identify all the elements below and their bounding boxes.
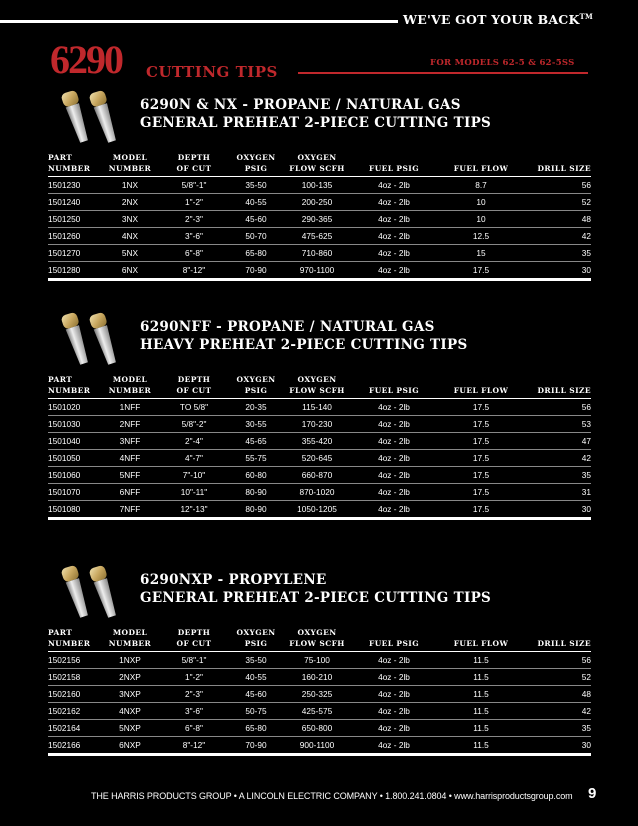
table-cell: 5/8"-1": [162, 652, 226, 669]
table-cell: 4oz - 2lb: [348, 245, 440, 262]
table-row: [48, 399, 591, 416]
table-cell: 1502166: [48, 737, 98, 755]
table-cell: 200-250: [286, 194, 348, 211]
table-cell: 4oz - 2lb: [348, 467, 440, 484]
table-cell: 17.5: [440, 433, 522, 450]
table-cell: 1050-1205: [286, 501, 348, 519]
table-cell: 1502156: [48, 652, 98, 669]
table-cell: 1502162: [48, 703, 98, 720]
header-rule: [0, 20, 398, 23]
table-cell: 4oz - 2lb: [348, 399, 440, 416]
table-cell: 56: [522, 399, 591, 416]
table-cell: 6"-8": [162, 720, 226, 737]
table-cell: 30: [522, 262, 591, 280]
table-cell: 1501250: [48, 211, 98, 228]
table-cell: 1"-2": [162, 194, 226, 211]
table-row: [48, 416, 591, 433]
table-row: [48, 703, 591, 720]
table-header-row: [48, 374, 591, 399]
column-header: MODEL NUMBER: [98, 627, 162, 652]
block-title-line1: 6290N & NX - PROPANE / NATURAL GAS: [140, 97, 461, 113]
column-header: MODEL NUMBER: [98, 374, 162, 399]
column-header: DRILL SIZE: [522, 374, 591, 399]
table-cell: 35: [522, 720, 591, 737]
cutting-tip-image: [48, 310, 138, 370]
table-cell: 11.5: [440, 703, 522, 720]
table-cell: 48: [522, 211, 591, 228]
table-cell: 56: [522, 652, 591, 669]
table-cell: 4oz - 2lb: [348, 433, 440, 450]
table-cell: 17.5: [440, 262, 522, 280]
table-cell: 5/8"-2": [162, 416, 226, 433]
block-title-line1: 6290NFF - PROPANE / NATURAL GAS: [140, 319, 435, 335]
block-title-line2: HEAVY PREHEAT 2-PIECE CUTTING TIPS: [140, 337, 468, 353]
table-cell: 1501040: [48, 433, 98, 450]
table-cell: 6NFF: [98, 484, 162, 501]
table-cell: 11.5: [440, 737, 522, 755]
table-cell: 52: [522, 669, 591, 686]
cutting-tip-image: [48, 563, 138, 623]
table-cell: 17.5: [440, 484, 522, 501]
table-cell: 70-90: [226, 737, 286, 755]
table-cell: 1501050: [48, 450, 98, 467]
table-cell: 4NXP: [98, 703, 162, 720]
table-cell: 1501030: [48, 416, 98, 433]
table-cell: 10: [440, 211, 522, 228]
spec-table: [48, 374, 591, 520]
table-cell: 75-100: [286, 652, 348, 669]
table-row: [48, 686, 591, 703]
column-header: OXYGEN PSIG: [226, 152, 286, 177]
table-cell: 4oz - 2lb: [348, 501, 440, 519]
table-cell: 47: [522, 433, 591, 450]
block-title-line2: GENERAL PREHEAT 2-PIECE CUTTING TIPS: [140, 590, 492, 606]
table-cell: 17.5: [440, 450, 522, 467]
table-cell: 35: [522, 467, 591, 484]
column-header: DEPTH OF CUT: [162, 152, 226, 177]
table-cell: 1501280: [48, 262, 98, 280]
table-cell: 4oz - 2lb: [348, 484, 440, 501]
table-cell: 475-625: [286, 228, 348, 245]
table-cell: 4oz - 2lb: [348, 450, 440, 467]
table-cell: 1501240: [48, 194, 98, 211]
column-header: FUEL FLOW: [440, 374, 522, 399]
column-header: DRILL SIZE: [522, 627, 591, 652]
table-cell: 290-365: [286, 211, 348, 228]
table-cell: 970-1100: [286, 262, 348, 280]
table-cell: 1NXP: [98, 652, 162, 669]
table-cell: 30: [522, 501, 591, 519]
table-cell: 2"-3": [162, 686, 226, 703]
table-cell: 4oz - 2lb: [348, 737, 440, 755]
table-cell: 4"-7": [162, 450, 226, 467]
table-cell: 48: [522, 686, 591, 703]
table-cell: 3NXP: [98, 686, 162, 703]
table-cell: 45-60: [226, 211, 286, 228]
table-cell: 8"-12": [162, 262, 226, 280]
table-cell: 45-65: [226, 433, 286, 450]
column-header: PART NUMBER: [48, 627, 98, 652]
table-cell: 80-90: [226, 484, 286, 501]
table-cell: 70-90: [226, 262, 286, 280]
table-cell: 80-90: [226, 501, 286, 519]
table-cell: 710-860: [286, 245, 348, 262]
table-row: [48, 652, 591, 669]
section-title: CUTTING TIPS: [146, 63, 278, 81]
table-cell: 50-70: [226, 228, 286, 245]
table-cell: 7NFF: [98, 501, 162, 519]
table-cell: 2"-3": [162, 211, 226, 228]
table-cell: 42: [522, 228, 591, 245]
table-row: [48, 177, 591, 194]
table-cell: 4oz - 2lb: [348, 720, 440, 737]
table-cell: 45-60: [226, 686, 286, 703]
table-cell: 4oz - 2lb: [348, 194, 440, 211]
table-cell: 4oz - 2lb: [348, 416, 440, 433]
table-cell: 650-800: [286, 720, 348, 737]
table-cell: 4oz - 2lb: [348, 686, 440, 703]
table-cell: 160-210: [286, 669, 348, 686]
table-cell: 5NX: [98, 245, 162, 262]
table-cell: 1501060: [48, 467, 98, 484]
table-cell: 11.5: [440, 720, 522, 737]
table-cell: 170-230: [286, 416, 348, 433]
table-cell: 17.5: [440, 399, 522, 416]
table-cell: 1502160: [48, 686, 98, 703]
table-cell: 870-1020: [286, 484, 348, 501]
table-row: [48, 720, 591, 737]
table-cell: 6NX: [98, 262, 162, 280]
table-cell: 42: [522, 703, 591, 720]
table-cell: 17.5: [440, 467, 522, 484]
page-number: 9: [588, 785, 597, 802]
table-cell: 42: [522, 450, 591, 467]
table-row: [48, 211, 591, 228]
column-header: FUEL FLOW: [440, 627, 522, 652]
table-cell: 35-50: [226, 177, 286, 194]
table-cell: 4NX: [98, 228, 162, 245]
table-cell: 31: [522, 484, 591, 501]
table-cell: 17.5: [440, 501, 522, 519]
table-cell: 3"-6": [162, 703, 226, 720]
column-header: DEPTH OF CUT: [162, 627, 226, 652]
column-header: OXYGEN FLOW SCFH: [286, 152, 348, 177]
table-cell: 40-55: [226, 669, 286, 686]
models-note: FOR MODELS 62-5 & 62-5SS: [430, 58, 575, 68]
table-cell: 1501270: [48, 245, 98, 262]
table-cell: 1501080: [48, 501, 98, 519]
table-cell: 2NXP: [98, 669, 162, 686]
table-cell: 2"-4": [162, 433, 226, 450]
table-cell: 5NFF: [98, 467, 162, 484]
logo-6290: 6290: [50, 37, 122, 82]
table-row: [48, 450, 591, 467]
table-row: [48, 194, 591, 211]
table-cell: 250-325: [286, 686, 348, 703]
table-header-row: [48, 152, 591, 177]
table-cell: 4oz - 2lb: [348, 262, 440, 280]
table-cell: 35-50: [226, 652, 286, 669]
column-header: DEPTH OF CUT: [162, 374, 226, 399]
table-row: [48, 737, 591, 755]
table-cell: 65-80: [226, 245, 286, 262]
table-cell: 1"-2": [162, 669, 226, 686]
table-cell: 35: [522, 245, 591, 262]
table-row: [48, 245, 591, 262]
table-cell: 2NX: [98, 194, 162, 211]
trademark: TM: [579, 12, 593, 21]
table-cell: 12.5: [440, 228, 522, 245]
table-cell: 3NX: [98, 211, 162, 228]
table-cell: 40-55: [226, 194, 286, 211]
spec-table: [48, 152, 591, 281]
table-cell: 8"-12": [162, 737, 226, 755]
table-cell: 53: [522, 416, 591, 433]
table-cell: 30: [522, 737, 591, 755]
table-cell: 3NFF: [98, 433, 162, 450]
table-cell: 115-140: [286, 399, 348, 416]
column-header: FUEL PSIG: [348, 374, 440, 399]
table-cell: 52: [522, 194, 591, 211]
column-header: MODEL NUMBER: [98, 152, 162, 177]
tagline: WE'VE GOT YOUR BACK™: [403, 12, 593, 28]
table-cell: 10"-11": [162, 484, 226, 501]
column-header: PART NUMBER: [48, 374, 98, 399]
table-cell: 900-1100: [286, 737, 348, 755]
table-cell: 1NX: [98, 177, 162, 194]
table-cell: 20-35: [226, 399, 286, 416]
column-header: OXYGEN PSIG: [226, 374, 286, 399]
table-cell: 5/8"-1": [162, 177, 226, 194]
table-row: [48, 262, 591, 280]
table-cell: 12"-13": [162, 501, 226, 519]
table-cell: 11.5: [440, 669, 522, 686]
table-cell: 30-55: [226, 416, 286, 433]
column-header: FUEL PSIG: [348, 627, 440, 652]
column-header: OXYGEN PSIG: [226, 627, 286, 652]
column-header: OXYGEN FLOW SCFH: [286, 374, 348, 399]
table-cell: 1501260: [48, 228, 98, 245]
table-cell: 4oz - 2lb: [348, 177, 440, 194]
block-title-line2: GENERAL PREHEAT 2-PIECE CUTTING TIPS: [140, 115, 492, 131]
table-cell: 2NFF: [98, 416, 162, 433]
table-cell: 15: [440, 245, 522, 262]
table-row: [48, 228, 591, 245]
table-cell: 11.5: [440, 686, 522, 703]
table-cell: 660-870: [286, 467, 348, 484]
table-cell: 1502158: [48, 669, 98, 686]
table-cell: 60-80: [226, 467, 286, 484]
spec-table: [48, 627, 591, 756]
table-row: [48, 484, 591, 501]
table-header-row: [48, 627, 591, 652]
table-cell: 11.5: [440, 652, 522, 669]
cutting-tip-image: [48, 88, 138, 148]
table-cell: 6NXP: [98, 737, 162, 755]
column-header: OXYGEN FLOW SCFH: [286, 627, 348, 652]
table-cell: 65-80: [226, 720, 286, 737]
table-cell: 17.5: [440, 416, 522, 433]
table-cell: 4oz - 2lb: [348, 703, 440, 720]
table-cell: 7"-10": [162, 467, 226, 484]
table-cell: 6"-8": [162, 245, 226, 262]
column-header: FUEL PSIG: [348, 152, 440, 177]
table-row: [48, 669, 591, 686]
table-cell: 355-420: [286, 433, 348, 450]
table-cell: 100-135: [286, 177, 348, 194]
table-cell: 8.7: [440, 177, 522, 194]
table-cell: 4oz - 2lb: [348, 211, 440, 228]
table-cell: 4oz - 2lb: [348, 652, 440, 669]
table-cell: 5NXP: [98, 720, 162, 737]
section-rule: [298, 72, 588, 74]
table-cell: 1502164: [48, 720, 98, 737]
table-cell: 4oz - 2lb: [348, 669, 440, 686]
table-cell: 4oz - 2lb: [348, 228, 440, 245]
table-cell: 56: [522, 177, 591, 194]
table-row: [48, 501, 591, 519]
table-cell: 4NFF: [98, 450, 162, 467]
column-header: PART NUMBER: [48, 152, 98, 177]
block-title-line1: 6290NXP - PROPYLENE: [140, 572, 327, 588]
table-cell: 1501230: [48, 177, 98, 194]
table-cell: 10: [440, 194, 522, 211]
table-row: [48, 467, 591, 484]
footer-text: THE HARRIS PRODUCTS GROUP • A LINCOLN ELECTRIC COMPANY • 1.800.241.0804 • www.harrisproductsgroup.com: [91, 791, 573, 801]
column-header: FUEL FLOW: [440, 152, 522, 177]
table-cell: 1501070: [48, 484, 98, 501]
table-cell: TO 5/8": [162, 399, 226, 416]
table-cell: 1501020: [48, 399, 98, 416]
table-row: [48, 433, 591, 450]
column-header: DRILL SIZE: [522, 152, 591, 177]
table-cell: 1NFF: [98, 399, 162, 416]
table-cell: 55-75: [226, 450, 286, 467]
table-cell: 520-645: [286, 450, 348, 467]
table-cell: 425-575: [286, 703, 348, 720]
table-cell: 3"-6": [162, 228, 226, 245]
table-cell: 50-75: [226, 703, 286, 720]
